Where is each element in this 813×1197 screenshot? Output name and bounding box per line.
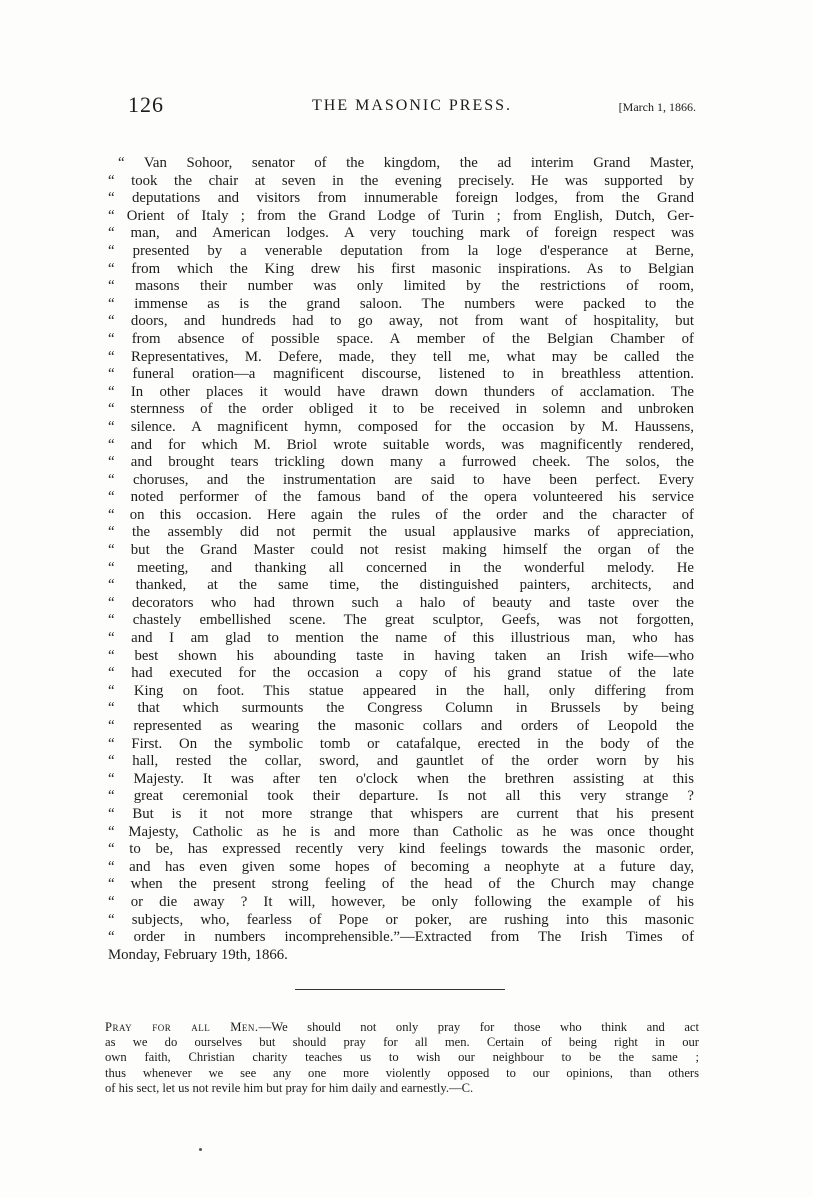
article-line: “ choruses, and the instrumentation are said to have been perfect. Every <box>108 471 694 488</box>
note-heading: Pray for all Men. <box>105 1020 259 1034</box>
page-number: 126 <box>128 92 164 117</box>
note-line <box>105 1020 699 1035</box>
article-line: “ immense as is the grand saloon. The numbers were packed to the <box>108 295 694 312</box>
article-line: “ First. On the symbolic tomb or catafalque, erected in the body of the <box>108 735 694 752</box>
article-line: “ man, and American lodges. A very touching mark of foreign respect was <box>108 225 694 242</box>
article-line: “ King on foot. This statue appeared in the hall, only differing from <box>108 682 694 699</box>
article-line: “ masons their number was only limited by the restrictions of room, <box>108 278 694 295</box>
section-divider <box>295 989 505 990</box>
article-line: “ and brought tears trickling down many a furrowed cheek. The solos, the <box>108 454 694 471</box>
note-line: thus whenever we see any one more violently opposed to our opinions, than others <box>105 1065 699 1080</box>
article-line: “ the assembly did not permit the usual applausive marks of appreciation, <box>108 524 694 541</box>
article-line: “ funeral oration—a magnificent discourse, listened to in breathless attention. <box>108 366 694 383</box>
article-line: “ Orient of Italy ; from the Grand Lodge of Turin ; from English, Dutch, Ger- <box>108 207 694 224</box>
article-line: “ subjects, who, fearless of Pope or poker, are rushing into this masonic <box>108 911 694 928</box>
note-paragraph <box>105 1020 699 1096</box>
article-line: “ meeting, and thanking all concerned in the wonderful melody. He <box>108 559 694 576</box>
article-line: “ from absence of possible space. A member of the Belgian Chamber of <box>108 330 694 347</box>
article-line: “ on this occasion. Here again the rules of the order and the character of <box>108 506 694 523</box>
ink-speck <box>199 1148 202 1151</box>
note-line: of his sect, let us not revile him but pray for him daily and earnestly.—C. <box>105 1080 474 1095</box>
note-line: own faith, Christian charity teaches us to wish our neighbour to be the same ; <box>105 1050 699 1065</box>
note-line: as we do ourselves but should pray for all men. Certain of being right in our <box>105 1035 699 1050</box>
article-line: “ Van Sohoor, senator of the kingdom, the ad interim Grand Master, <box>118 155 694 171</box>
article-line: “ doors, and hundreds had to go away, not from want of hospitality, but <box>108 313 694 330</box>
article-line: “ order in numbers incomprehensible.”—Extracted from The Irish Times of <box>108 929 694 946</box>
issue-date: [March 1, 1866. <box>618 100 696 114</box>
article-line: “ noted performer of the famous band of the opera volunteered his service <box>108 489 694 506</box>
journal-title: THE MASONIC PRESS. <box>311 97 513 114</box>
article-line: “ Majesty. It was after ten o'clock when the brethren assisting at this <box>108 770 694 787</box>
article-line: “ that which surmounts the Congress Column in Brussels by being <box>108 700 694 717</box>
article-line: “ from which the King drew his first masonic inspirations. As to Belgian <box>108 260 694 277</box>
article-line: “ and for which M. Briol wrote suitable words, was magnificently rendered, <box>108 436 694 453</box>
article-line: “ Representatives, M. Defere, made, they tell me, what may be called the <box>108 348 694 365</box>
article-line: “ chastely embellished scene. The great sculptor, Geefs, was not forgotten, <box>108 612 694 629</box>
article-line: “ presented by a venerable deputation from la loge d'esperance at Berne, <box>108 242 694 259</box>
article-line: “ silence. A magnificent hymn, composed for the occasion by M. Haussens, <box>108 418 694 435</box>
article-line: “ sternness of the order obliged it to be received in solemn and unbroken <box>108 401 694 418</box>
article-line: “ represented as wearing the masonic collars and orders of Leopold the <box>108 718 694 734</box>
note-line-text: —We should not only pray for those who think and act <box>258 1020 699 1034</box>
article-line: “ But is it not more strange that whispers are current that his present <box>108 805 694 822</box>
article-line: “ when the present strong feeling of the head of the Church may change <box>108 876 694 893</box>
article-line: “ and has even given some hopes of becoming a neophyte at a future day, <box>108 858 694 875</box>
article-line: “ hall, rested the collar, sword, and gauntlet of the order worn by his <box>108 753 694 770</box>
running-header <box>128 92 696 128</box>
article-line: “ took the chair at seven in the evening precisely. He was supported by <box>108 172 694 189</box>
article-body <box>108 155 694 964</box>
article-line: “ Majesty, Catholic as he is and more than Catholic as he was once thought <box>108 823 694 840</box>
article-line: “ had executed for the occasion a copy of his grand statue of the late <box>108 665 694 682</box>
article-line: “ great ceremonial took their departure. Is not all this very strange ? <box>108 788 694 805</box>
article-line: “ and I am glad to mention the name of this illustrious man, who has <box>108 630 694 647</box>
article-line: “ or die away ? It will, however, be only following the example of his <box>108 893 694 910</box>
article-line: “ thanked, at the same time, the distinguished painters, architects, and <box>108 577 694 594</box>
article-line: Monday, February 19th, 1866. <box>108 946 288 963</box>
article-line: “ deputations and visitors from innumerable foreign lodges, from the Grand <box>108 190 694 207</box>
article-line: “ decorators who had thrown such a halo of beauty and taste over the <box>108 594 694 611</box>
article-line: “ but the Grand Master could not resist making himself the organ of the <box>108 542 694 559</box>
article-line: “ best shown his abounding taste in having taken an Irish wife—who <box>108 647 694 664</box>
article-line: “ to be, has expressed recently very kind feelings towards the masonic order, <box>108 841 694 858</box>
article-line: “ In other places it would have drawn down thunders of acclamation. The <box>108 383 694 400</box>
